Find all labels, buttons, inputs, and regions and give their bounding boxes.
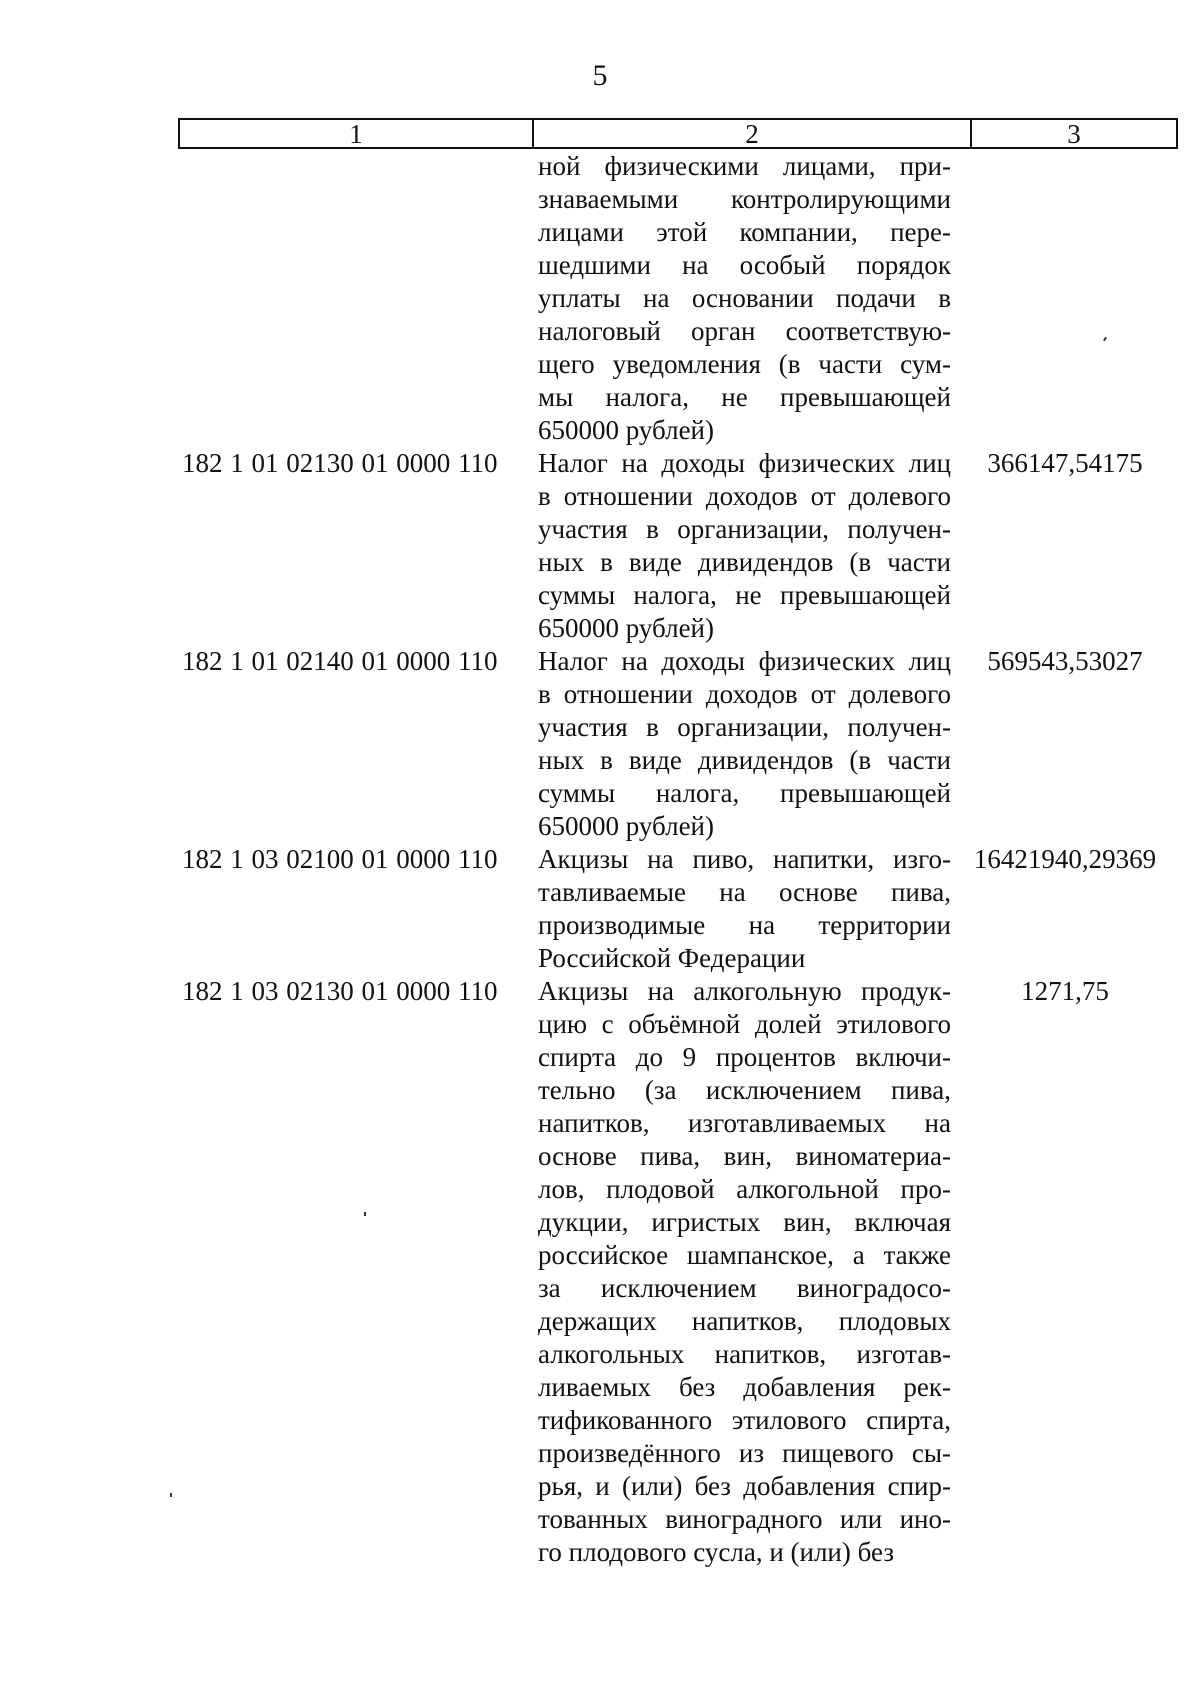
- page-number: 5: [592, 59, 608, 92]
- amount-value: 366147,54175: [987, 448, 1143, 478]
- description-line: держащих напитков, плодовых: [538, 1306, 951, 1336]
- description-line: российское шампанское, а также: [538, 1240, 951, 1270]
- description-line: тификованного этилового спирта,: [538, 1405, 951, 1435]
- description-line: участия в организации, получен-: [538, 712, 951, 742]
- classification-code: 182 1 01 02130 01 0000 110: [182, 448, 498, 478]
- description-line: 650000 рублей): [538, 415, 715, 445]
- description-line: го плодового сусла, и (или) без: [538, 1537, 894, 1567]
- description-line: напитков, изготавливаемых на: [538, 1108, 951, 1138]
- description-line: в отношении доходов от долевого: [538, 481, 951, 511]
- description-line: в отношении доходов от долевого: [538, 679, 951, 709]
- description-line: тованных виноградного или ино-: [538, 1504, 951, 1534]
- description-line: Российской Федерации: [538, 943, 806, 973]
- description-line: мы налога, не превышающей: [538, 382, 951, 412]
- description-line: основе пива, вин, виноматериа-: [538, 1141, 951, 1171]
- description-line: лов, плодовой алкогольной про-: [538, 1174, 951, 1204]
- table-row: [0, 150, 1200, 447]
- description-line: произведённого из пищевого сы-: [538, 1438, 951, 1468]
- table-row: [0, 645, 1200, 843]
- description-line: Акцизы на алкогольную продук-: [538, 976, 951, 1006]
- revenue-description: [538, 150, 951, 447]
- table-body: [0, 150, 1200, 1569]
- description-line: щего уведомления (в части сум-: [538, 349, 951, 379]
- table-header-row: [178, 118, 1178, 149]
- description-line: за исключением виноградосо-: [538, 1273, 951, 1303]
- amount-value: 569543,53027: [987, 646, 1143, 676]
- description-line: алкогольных напитков, изготав-: [538, 1339, 951, 1369]
- amount-value: 16421940,29369: [973, 844, 1157, 874]
- header-col-3: 3: [1067, 119, 1081, 149]
- description-line: ных в виде дивидендов (в части: [538, 547, 951, 577]
- classification-code: 182 1 01 02140 01 0000 110: [182, 646, 498, 676]
- description-line: Налог на доходы физических лиц: [538, 646, 951, 676]
- header-col-1: 1: [180, 120, 534, 147]
- description-line: ливаемых без добавления рек-: [538, 1372, 951, 1402]
- classification-code: 182 1 03 02100 01 0000 110: [182, 844, 498, 874]
- revenue-description: [538, 975, 951, 1569]
- header-col-2: 2: [534, 120, 972, 147]
- description-line: дукции, игристых вин, включая: [538, 1207, 951, 1237]
- description-line: ной физическими лицами, при-: [538, 151, 951, 181]
- description-line: производимые на территории: [538, 910, 951, 940]
- description-line: Акцизы на пиво, напитки, изго-: [538, 844, 951, 874]
- description-line: участия в организации, получен-: [538, 514, 951, 544]
- description-line: уплаты на основании подачи в: [538, 283, 951, 313]
- description-line: суммы налога, превышающей: [538, 778, 951, 808]
- amount-value: 1271,75: [1021, 976, 1109, 1006]
- description-line: налоговый орган соответствую-: [538, 316, 951, 346]
- revenue-description: [538, 645, 951, 843]
- description-line: знаваемыми контролирующими: [538, 184, 951, 214]
- scan-speck: [170, 1493, 172, 1497]
- description-line: тавливаемые на основе пива,: [538, 877, 951, 907]
- description-line: 650000 рублей): [538, 613, 715, 643]
- description-line: ных в виде дивидендов (в части: [538, 745, 951, 775]
- description-line: шедшими на особый порядок: [538, 250, 951, 280]
- description-line: тельно (за исключением пива,: [538, 1075, 951, 1105]
- table-row: [0, 843, 1200, 975]
- classification-code: 182 1 03 02130 01 0000 110: [182, 976, 498, 1006]
- description-line: лицами этой компании, пере-: [538, 217, 951, 247]
- table-row: [0, 975, 1200, 1569]
- scan-speck: [364, 1212, 366, 1216]
- table-row: [0, 447, 1200, 645]
- description-line: Налог на доходы физических лиц: [538, 448, 951, 478]
- description-line: суммы налога, не превышающей: [538, 580, 951, 610]
- revenue-description: [538, 843, 951, 975]
- description-line: спирта до 9 процентов включи-: [538, 1042, 951, 1072]
- description-line: рья, и (или) без добавления спир-: [538, 1471, 951, 1501]
- revenue-description: [538, 447, 951, 645]
- description-line: цию с объёмной долей этилового: [538, 1009, 951, 1039]
- description-line: 650000 рублей): [538, 811, 715, 841]
